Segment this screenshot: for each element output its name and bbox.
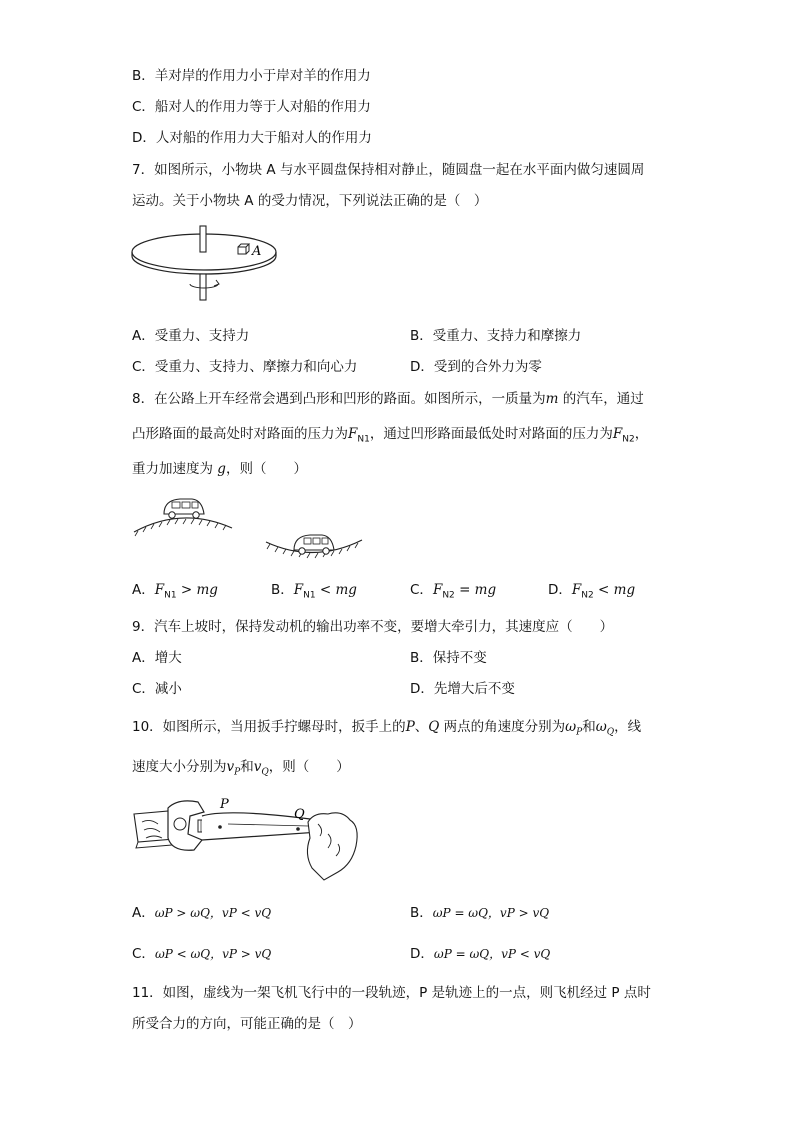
q6-option-d: D．人对船的作用力大于船对人的作用力 — [132, 130, 372, 146]
q8-option-c: C．$F_{N2}$ = mg — [410, 582, 497, 601]
q10-stem-line1: 10．如图所示，当用扳手拧螺母时，扳手上的P、Q 两点的角速度分别为$\omega_P$和$\omega_Q$，线 — [132, 719, 642, 738]
point-q-label: Q — [294, 807, 305, 822]
q8-stem-line2: 凸形路面的最高处时对路面的压力为$F_{N1}$，通过凹形路面最低处时对路面的压力为$F_{N2}$， — [132, 426, 649, 445]
q8-option-d: D．$F_{N2}$ < mg — [548, 582, 636, 601]
q7-stem-line1: 7．如图所示，小物块 A 与水平圆盘保持相对静止，随圆盘一起在水平面内做匀速圆周 — [132, 162, 645, 178]
q10-option-a: A．ωP > ωQ，vP < vQ — [132, 905, 272, 921]
q6-option-b: B．羊对岸的作用力小于岸对羊的作用力 — [132, 68, 371, 84]
q11-stem-line1: 11．如图，虚线为一架飞机飞行中的一段轨迹，P 是轨迹上的一点，则飞机经过 P 点时 — [132, 985, 651, 1001]
q7-stem-line2: 运动。关于小物块 A 的受力情况，下列说法正确的是（ ） — [132, 193, 488, 209]
point-p-label: P — [220, 797, 229, 812]
q9-stem: 9．汽车上坡时，保持发动机的输出功率不变，要增大牵引力，其速度应（ ） — [132, 619, 614, 635]
q7-option-b: B．受重力、支持力和摩擦力 — [410, 328, 582, 344]
q9-option-d: D．先增大后不变 — [410, 681, 515, 697]
q10-option-c: C．ωP < ωQ，vP > vQ — [132, 946, 272, 962]
q9-option-c: C．减小 — [132, 681, 182, 697]
q7-option-a: A．受重力、支持力 — [132, 328, 250, 344]
q11-stem-line2: 所受合力的方向，可能正确的是（ ） — [132, 1016, 362, 1032]
q8-option-b: B．$F_{N1}$ < mg — [271, 582, 357, 601]
car-on-hill — [164, 499, 204, 518]
block-a-label: A — [252, 244, 262, 259]
q7-option-c: C．受重力、支持力、摩擦力和向心力 — [132, 359, 358, 375]
q8-stem-line3: 重力加速度为 g，则（ ） — [132, 461, 307, 477]
block-a — [238, 244, 249, 254]
point-p — [218, 825, 222, 829]
q8-option-a: A．$F_{N1}$ > mg — [132, 582, 218, 601]
q8-stem-line1: 8．在公路上开车经常会遇到凸形和凹形的路面。如图所示，一质量为m 的汽车，通过 — [132, 391, 644, 407]
q10-option-d: D．ωP = ωQ，vP < vQ — [410, 946, 551, 962]
rotating-disk-figure — [128, 222, 288, 302]
concave-road-figure — [262, 520, 366, 560]
car-in-valley — [294, 535, 334, 554]
point-q — [296, 827, 300, 831]
q9-option-b: B．保持不变 — [410, 650, 487, 666]
q9-option-a: A．增大 — [132, 650, 182, 666]
q7-option-d: D．受到的合外力为零 — [410, 359, 542, 375]
q10-stem-line2: 速度大小分别为$v_P$和$v_Q$，则（ ） — [132, 759, 350, 778]
wrench-figure — [128, 794, 364, 886]
convex-road-figure — [132, 492, 236, 540]
q6-option-c: C．船对人的作用力等于人对船的作用力 — [132, 99, 371, 115]
q10-option-b: B．ωP = ωQ，vP > vQ — [410, 905, 550, 921]
